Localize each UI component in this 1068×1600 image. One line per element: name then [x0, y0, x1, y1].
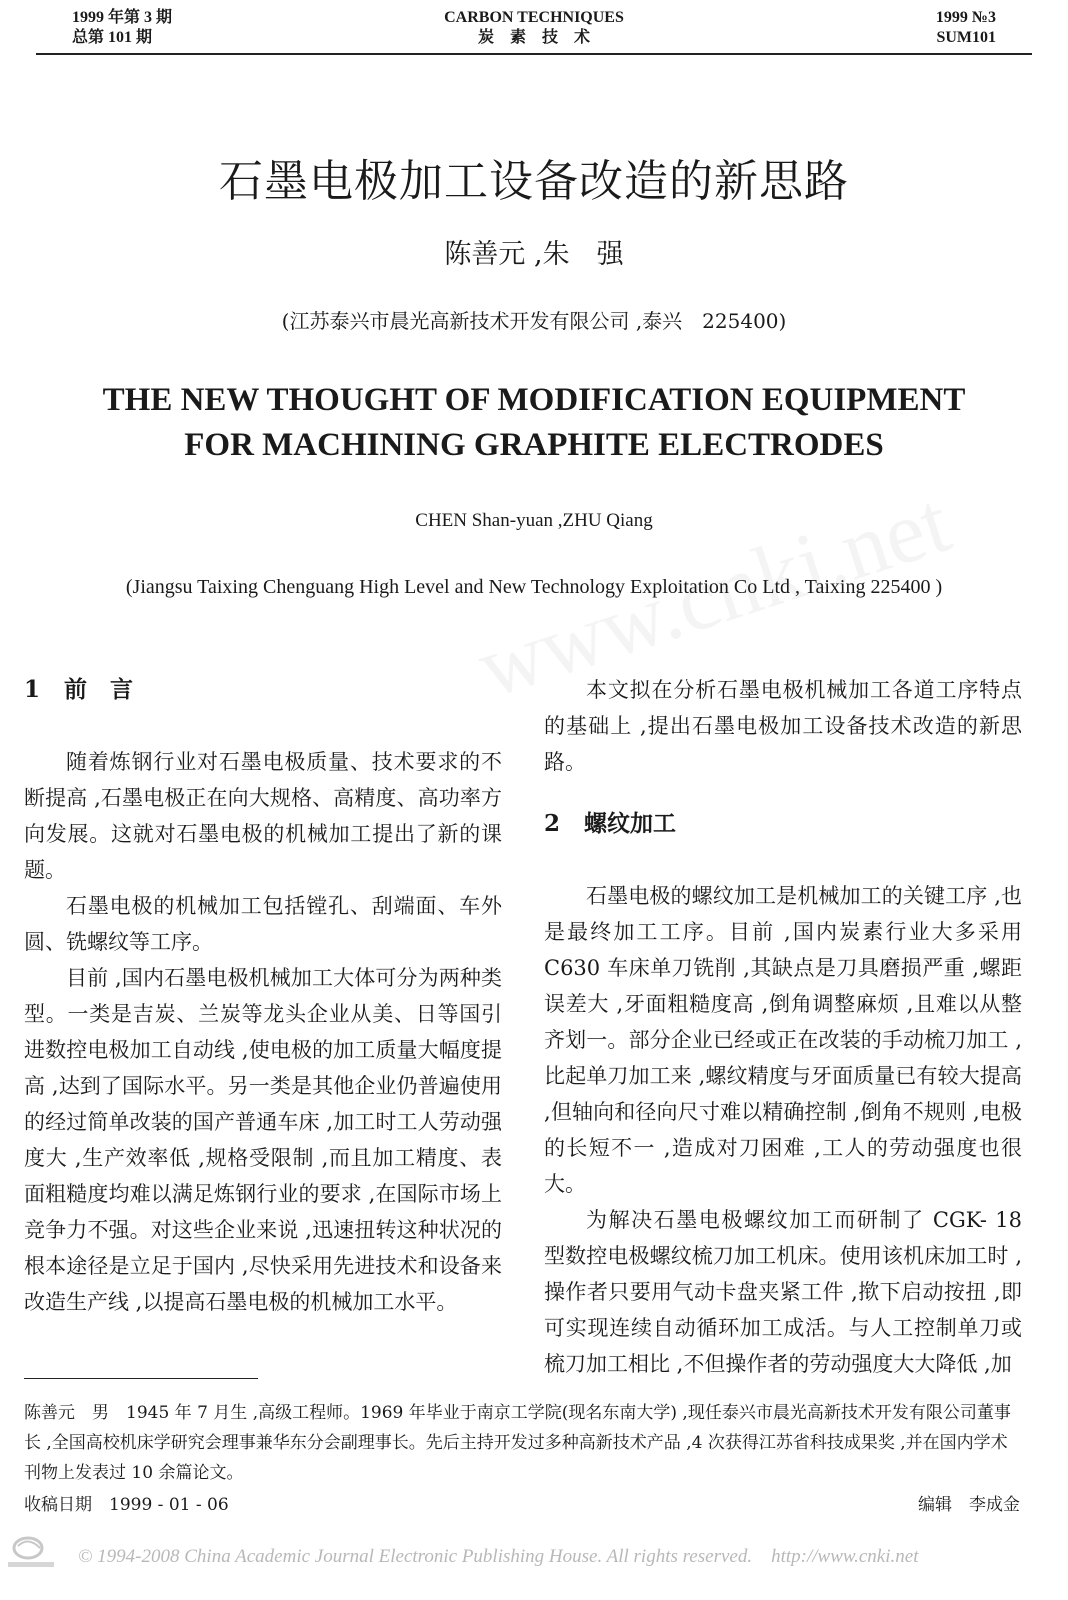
right-column — [544, 672, 1022, 1382]
header-number-sum: SUM101 — [936, 29, 996, 46]
section-2-paragraph: 为解决石墨电极螺纹加工而研制了 CGK- 18 型数控电极螺纹梳刀加工机床。使用该机床加工时 ,操作者只要用气动卡盘夹紧工件 ,揿下启动按扭 ,即可实现连续自动循环加工成活。与人工控制单刀或梳刀加工相比 ,不但操作者的劳动强度大大降低 ,加 — [544, 1208, 1022, 1376]
copyright-notice: © 1994-2008 China Academic Journal Electronic Publishing House. All rights reserved. http://www.cnki.net — [78, 1546, 919, 1567]
section-1-paragraph: 目前 ,国内石墨电极机械加工大体可分为两种类型。一类是吉炭、兰炭等龙头企业从美、日等国引进数控电极加工自动线 ,使电极的加工质量大幅度提高 ,达到了国际水平。另一类是其他企业仍普遍使用的经过简单改装的国产普通车床 ,加工时工人劳动强度大 ,生产效率低 ,规格受限制 ,而且加工精度、表面粗糙度均难以满足炼钢行业的要求 ,在国际市场上竞争力不强。对这些企业来说 ,迅速扭转这种状况的根本途径是立足于国内 ,尽快采用先进技术和设备来改造生产线 ,以提高石墨电极的机械加工水平。 — [24, 966, 502, 1314]
cnki-logo-icon — [4, 1534, 58, 1570]
affiliation: (江苏泰兴市晨光高新技术开发有限公司 ,泰兴 225400) — [281, 309, 787, 333]
header-journal-en: CARBON TECHNIQUES — [444, 9, 624, 26]
english-title — [0, 378, 1068, 468]
left-column — [24, 672, 502, 1320]
english-title-line-2: FOR MACHINING GRAPHITE ELECTRODES — [184, 427, 884, 463]
section-1-paragraph: 石墨电极的机械加工包括镗孔、刮端面、车外圆、铣螺纹等工序。 — [24, 894, 502, 954]
english-title-line-1: THE NEW THOUGHT OF MODIFICATION EQUIPMENT — [102, 382, 966, 418]
header-divider — [36, 53, 1032, 55]
section-2-number: 2 — [544, 810, 561, 837]
header-journal-zh: 炭 素 技 术 — [477, 29, 590, 46]
authors: 陈善元 ,朱 强 — [444, 239, 624, 270]
section-1-title: 前 言 — [64, 676, 133, 703]
section-1-number: 1 — [24, 676, 41, 703]
editor-credit: 编辑 李成金 — [918, 1495, 1020, 1515]
author-footnote: 陈善元 男 1945 年 7 月生 ,高级工程师。1969 年毕业于南京工学院(现名东南大学) ,现任泰兴市晨光高新技术开发有限公司董事长 ,全国高校机床学研究会理事兼华东分会副理事长。先后主持开发过多种高新技术产品 ,4 次获得江苏省科技成果奖 ,并在国内学术刊物上发表过 10 余篇论文。 — [24, 1403, 1011, 1483]
header-issue-total: 总第 101 期 — [72, 29, 153, 46]
footnote-divider — [24, 1378, 258, 1379]
paper-title: 石墨电极加工设备改造的新思路 — [219, 156, 849, 207]
header-number — [936, 8, 996, 48]
english-authors: CHEN Shan-yuan ,ZHU Qiang — [415, 510, 653, 531]
section-2-paragraph: 石墨电极的螺纹加工是机械加工的关键工序 ,也是最终加工工序。目前 ,国内炭素行业大多采用 C630 车床单刀铣削 ,其缺点是刀具磨损严重 ,螺距误差大 ,牙面粗糙度高 ,倒角调整麻烦 ,且难以从整齐划一。部分企业已经或正在改装的手动梳刀加工 ,比起单刀加工来 ,螺纹精度与牙面质量已有较大提高 ,但轴向和径向尺寸难以精确控制 ,倒角不规则 ,电极的长短不一 ,造成对刀困难 ,工人的劳动强度也很大。 — [544, 884, 1022, 1196]
english-affiliation: (Jiangsu Taixing Chenguang High Level and New Technology Exploitation Co Ltd , Taixing 225400 ) — [125, 576, 943, 598]
header-issue-year: 1999 年第 3 期 — [72, 9, 173, 26]
section-2-heading — [544, 806, 1022, 842]
intro-paragraph: 本文拟在分析石墨电极机械加工各道工序特点的基础上 ,提出石墨电极加工设备技术改造的新思路。 — [544, 678, 1022, 774]
header-number-year: 1999 №3 — [935, 9, 996, 26]
section-1-heading — [24, 672, 502, 708]
header-journal — [0, 8, 1068, 48]
received-date: 收稿日期 1999 - 01 - 06 — [24, 1495, 229, 1515]
section-1-paragraph: 随着炼钢行业对石墨电极质量、技术要求的不断提高 ,石墨电极正在向大规格、高精度、高功率方向发展。这就对石墨电极的机械加工提出了新的课题。 — [24, 750, 502, 882]
section-2-title: 螺纹加工 — [584, 810, 676, 837]
